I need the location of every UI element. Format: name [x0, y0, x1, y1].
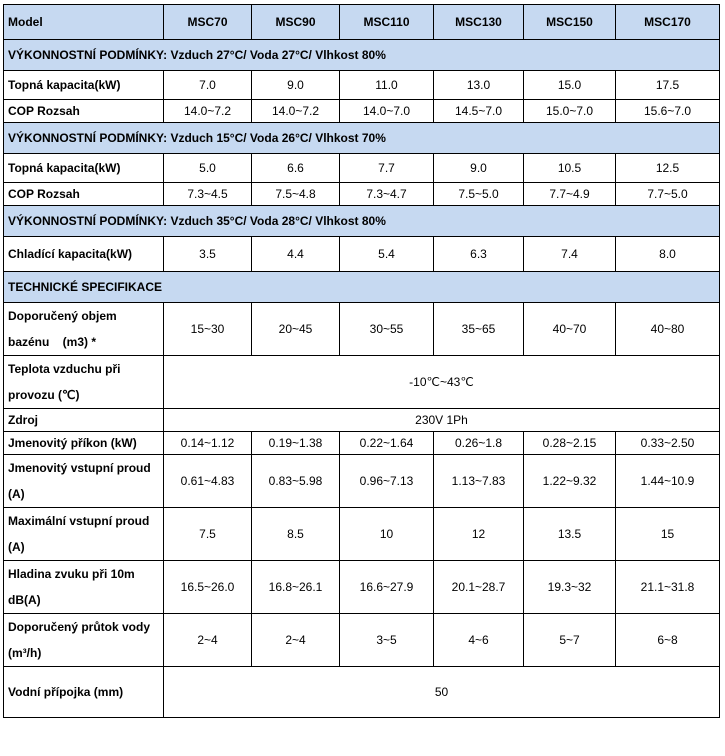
table-row [4, 183, 720, 206]
row-label: Topná kapacita(kW) [4, 154, 164, 183]
cell: 7.7~5.0 [616, 183, 720, 206]
header-col-msc150: MSC150 [524, 5, 616, 40]
section-title: TECHNICKÉ SPECIFIKACE [4, 272, 720, 303]
table-row [4, 561, 720, 614]
cell: 10 [340, 508, 434, 561]
row-label [4, 356, 164, 409]
cell: 7.4 [524, 237, 616, 272]
cell: 15.0~7.0 [524, 100, 616, 123]
header-col-msc170: MSC170 [616, 5, 720, 40]
cell: 30~55 [340, 303, 434, 356]
header-col-msc70: MSC70 [164, 5, 252, 40]
cell: 0.22~1.64 [340, 432, 434, 455]
header-col-msc130: MSC130 [434, 5, 524, 40]
cell: 16.6~27.9 [340, 561, 434, 614]
cell: 3.5 [164, 237, 252, 272]
cell: 1.44~10.9 [616, 455, 720, 508]
row-label [4, 303, 164, 356]
cell: 7.7 [340, 154, 434, 183]
section-row [4, 123, 720, 154]
cell: 35~65 [434, 303, 524, 356]
row-label: Zdroj [4, 409, 164, 432]
cell: 0.19~1.38 [252, 432, 340, 455]
table-row [4, 303, 720, 356]
row-label [4, 508, 164, 561]
cell: 12 [434, 508, 524, 561]
row-label: Vodní přípojka (mm) [4, 667, 164, 718]
cell: 4~6 [434, 614, 524, 667]
cell: 7.0 [164, 71, 252, 100]
cell: 7.3~4.7 [340, 183, 434, 206]
cell: 5.4 [340, 237, 434, 272]
row-label [4, 455, 164, 508]
cell: 15.0 [524, 71, 616, 100]
cell: 12.5 [616, 154, 720, 183]
spec-table [3, 4, 720, 718]
cell: 14.0~7.0 [340, 100, 434, 123]
cell: 8.0 [616, 237, 720, 272]
row-label-line: Jmenovitý vstupní proud [8, 461, 151, 475]
cell: 230V 1Ph [164, 409, 720, 432]
table-row [4, 356, 720, 409]
cell: 15.6~7.0 [616, 100, 720, 123]
cell: 7.3~4.5 [164, 183, 252, 206]
row-label: Chladící kapacita(kW) [4, 237, 164, 272]
header-col-msc90: MSC90 [252, 5, 340, 40]
section-title: VÝKONNOSTNÍ PODMÍNKY: Vzduch 15°C/ Voda 26°C/ Vlhkost 70% [4, 123, 720, 154]
header-model: Model [4, 5, 164, 40]
cell: 7.5 [164, 508, 252, 561]
cell: 9.0 [252, 71, 340, 100]
cell: 15~30 [164, 303, 252, 356]
cell: 1.13~7.83 [434, 455, 524, 508]
table-row [4, 100, 720, 123]
table-row [4, 154, 720, 183]
table-row [4, 508, 720, 561]
header-row [4, 5, 720, 40]
row-label [4, 561, 164, 614]
row-label [4, 614, 164, 667]
cell: 0.26~1.8 [434, 432, 524, 455]
cell: 2~4 [252, 614, 340, 667]
row-label-line: Teplota vzduchu při [8, 362, 121, 376]
row-label-line: (A) [8, 487, 25, 501]
cell: 5~7 [524, 614, 616, 667]
cell: 0.96~7.13 [340, 455, 434, 508]
row-label-line: Maximální vstupní proud [8, 514, 150, 528]
cell: 9.0 [434, 154, 524, 183]
cell: 0.83~5.98 [252, 455, 340, 508]
cell: 21.1~31.8 [616, 561, 720, 614]
cell: 3~5 [340, 614, 434, 667]
table-row [4, 409, 720, 432]
cell: 1.22~9.32 [524, 455, 616, 508]
row-label-line: (A) [8, 540, 25, 554]
table-row [4, 455, 720, 508]
cell: 6.6 [252, 154, 340, 183]
row-label: COP Rozsah [4, 183, 164, 206]
cell: 7.5~5.0 [434, 183, 524, 206]
row-label-line: Hladina zvuku při 10m [8, 567, 135, 581]
cell: 16.5~26.0 [164, 561, 252, 614]
cell: 16.8~26.1 [252, 561, 340, 614]
cell: 20~45 [252, 303, 340, 356]
section-title: VÝKONNOSTNÍ PODMÍNKY: Vzduch 27°C/ Voda 27°C/ Vlhkost 80% [4, 40, 720, 71]
row-label: COP Rozsah [4, 100, 164, 123]
cell: 7.5~4.8 [252, 183, 340, 206]
cell: 0.14~1.12 [164, 432, 252, 455]
cell: 17.5 [616, 71, 720, 100]
row-label-line: Doporučený průtok vody [8, 620, 151, 634]
row-label-line: Doporučený objem [8, 309, 117, 323]
row-label: Topná kapacita(kW) [4, 71, 164, 100]
cell: 40~70 [524, 303, 616, 356]
cell: 7.7~4.9 [524, 183, 616, 206]
cell: 14.0~7.2 [252, 100, 340, 123]
table-row [4, 614, 720, 667]
cell: 0.61~4.83 [164, 455, 252, 508]
row-label-line: (m³/h) [8, 646, 42, 660]
cell: 20.1~28.7 [434, 561, 524, 614]
cell: 19.3~32 [524, 561, 616, 614]
cell: 5.0 [164, 154, 252, 183]
cell: 13.5 [524, 508, 616, 561]
header-col-msc110: MSC110 [340, 5, 434, 40]
table-row [4, 71, 720, 100]
cell: 6~8 [616, 614, 720, 667]
section-row [4, 40, 720, 71]
cell: 50 [164, 667, 720, 718]
table-row [4, 237, 720, 272]
cell: 11.0 [340, 71, 434, 100]
cell: 13.0 [434, 71, 524, 100]
cell: 0.33~2.50 [616, 432, 720, 455]
row-label-line: dB(A) [8, 593, 41, 607]
cell: 15 [616, 508, 720, 561]
table-row [4, 432, 720, 455]
cell: 2~4 [164, 614, 252, 667]
cell: 0.28~2.15 [524, 432, 616, 455]
row-label-line: bazénu (m3) * [8, 335, 97, 349]
section-title: VÝKONNOSTNÍ PODMÍNKY: Vzduch 35°C/ Voda 28°C/ Vlhkost 80% [4, 206, 720, 237]
cell: 8.5 [252, 508, 340, 561]
row-label: Jmenovitý příkon (kW) [4, 432, 164, 455]
cell: 10.5 [524, 154, 616, 183]
cell: -10℃~43℃ [164, 356, 720, 409]
cell: 14.5~7.0 [434, 100, 524, 123]
cell: 14.0~7.2 [164, 100, 252, 123]
cell: 40~80 [616, 303, 720, 356]
section-row [4, 272, 720, 303]
cell: 6.3 [434, 237, 524, 272]
table-row [4, 667, 720, 718]
row-label-line: provozu (℃) [8, 388, 80, 402]
cell: 4.4 [252, 237, 340, 272]
section-row [4, 206, 720, 237]
